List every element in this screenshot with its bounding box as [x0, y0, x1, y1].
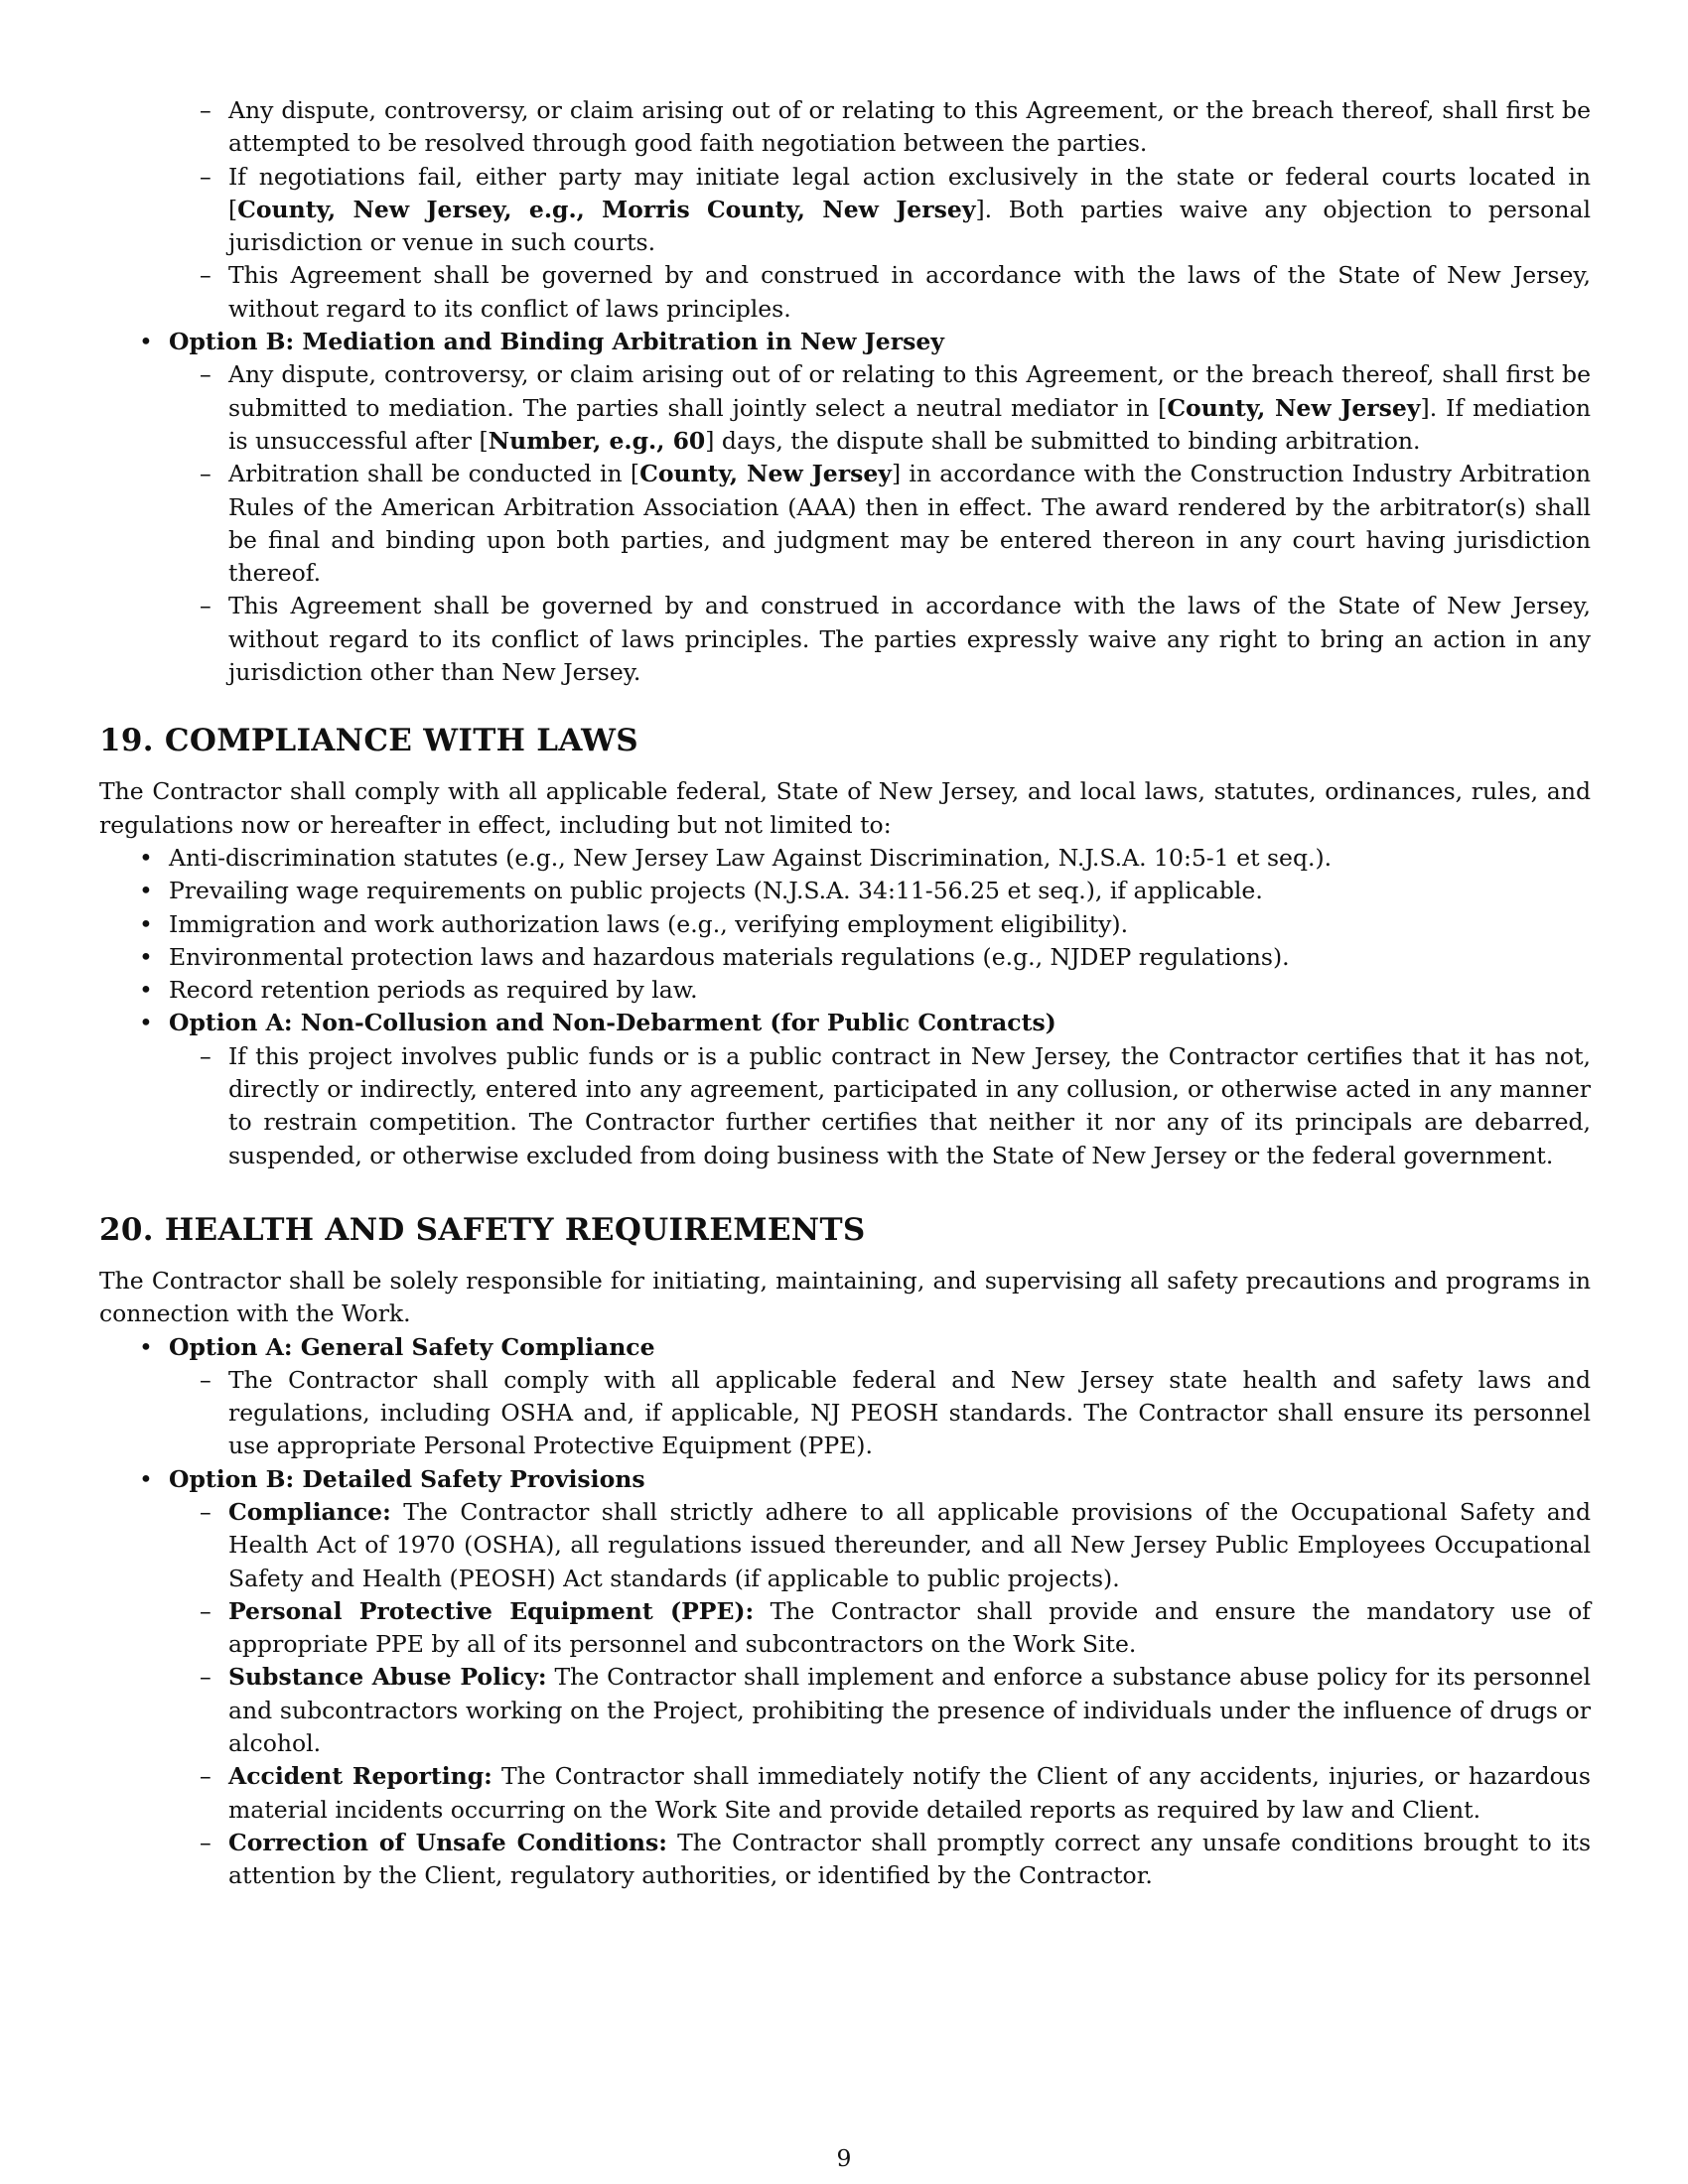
list-item: – Any dispute, controversy, or claim arising out of or relating to this Agreement, or the breach thereof, shall first be submitted to mediation. The parties shall jointly select a neutral mediator in [County, New Jersey]. If mediation is unsuccessful after [Number, e.g., 60] days, the dispute shall be submitted to binding arbitration.: [200, 360, 1591, 455]
section-20-list: [99, 1331, 1591, 1893]
document-page: [99, 94, 1591, 1893]
option-b-sublist: [169, 358, 1591, 689]
section-19-intro: The Contractor shall comply with all applicable federal, State of New Jersey, and local laws, statutes, ordinances, rules, and regulations now or hereafter in effect, including but not limited to:: [99, 777, 1591, 839]
option-a-sublist: [169, 1364, 1591, 1463]
list-item: – Any dispute, controversy, or claim arising out of or relating to this Agreement, or the breach thereof, shall first be attempted to be resolved through good faith negotiation between the parties.: [200, 96, 1591, 158]
list-item: – The Contractor shall comply with all applicable federal and New Jersey state health and safety laws and regulations, including OSHA and, if applicable, NJ PEOSH standards. The Contractor shall ensure its personnel use appropriate Personal Protective Equipment (PPE).: [200, 1365, 1591, 1460]
option-a-sublist: [169, 1040, 1591, 1172]
list-item: – Correction of Unsafe Conditions: The Contractor shall promptly correct any unsafe conditions brought to its attention by the Client, regulatory authorities, or identified by the Contractor.: [200, 1828, 1591, 1890]
term: Accident Reporting:: [228, 1762, 492, 1791]
option-label: Option B: Detailed Safety Provisions: [169, 1464, 645, 1493]
list-item: – Personal Protective Equipment (PPE): The Contractor shall provide and ensure the mandatory use of appropriate PPE by all of its personnel and subcontractors on the Work Site.: [200, 1596, 1591, 1659]
list-item: – If this project involves public funds or is a public contract in New Jersey, the Contractor certifies that it has not, directly or indirectly, entered into any agreement, participated in any collusion, or otherwise acted in any manner to restrain competition. The Contractor further certifies that neither it nor any of its principals are debarred, suspended, or otherwise excluded from doing business with the State of New Jersey or the federal government.: [200, 1041, 1591, 1169]
page-number: 9: [836, 2144, 852, 2172]
list-item: – Arbitration shall be conducted in [County, New Jersey] in accordance with the Construction Industry Arbitration Rules of the American Arbitration Association (AAA) then in effect. The award rendered by the arbitrator(s) shall be final and binding upon both parties, and judgment may be entered thereon in any court having jurisdiction thereof.: [200, 460, 1592, 588]
option-label: Option A: Non-Collusion and Non-Debarment (for Public Contracts): [169, 1009, 1056, 1037]
list-item: – This Agreement shall be governed by and construed in accordance with the laws of the State of New Jersey, without regard to its conflict of laws principles. The parties expressly waive any right to bring an action in any jurisdiction other than New Jersey.: [200, 592, 1591, 687]
list-item: – Compliance: The Contractor shall strictly adhere to all applicable provisions of the Occupational Safety and Health Act of 1970 (OSHA), all regulations issued thereunder, and all New Jersey Public Employees Occupational Safety and Health (PEOSH) Act standards (if applicable to public projects).: [200, 1497, 1591, 1592]
option-b-safety: • Option B: Detailed Safety Provisions – Compliance: The Contractor shall strictly adhere to all applicable provisions of the Occupational Safety and Health Act of 1970 (OSHA), all regulations issued thereunder, and all New Jersey Public Employees Occupational Safety and Health (PEOSH) Act standards (if applicable to public projects). – Personal Protective Equipment (PPE): The Contractor shall provide and ensure the mandatory use of appropriate PPE by all of its personnel and subcontractors on the Work Site. – Substance Abuse Policy: The Contractor shall implement and enforce a substance abuse policy for its personnel and subcontractors working on the Project, prohibiting the presence of individuals under the influence of drugs or alcohol. – Accident Reporting: The Contractor shall immediately notify the Client of any accidents, injuries, or hazardous material incidents occurring on the Work Site and provide detailed reports as required by law and Client. – Correction of Unsafe Conditions: The Contractor shall promptly correct any unsafe conditions brought to its attention by the Client, regulatory authorities, or identified by the Contractor.: [99, 1463, 1591, 1893]
term: Personal Protective Equipment (PPE):: [228, 1596, 755, 1625]
list-item: – Accident Reporting: The Contractor shall immediately notify the Client of any accidents, injuries, or hazardous material incidents occurring on the Work Site and provide detailed reports as required by law and Client.: [200, 1762, 1591, 1824]
list-item: • Immigration and work authorization laws (e.g., verifying employment eligibility).: [139, 909, 1129, 938]
section-20-intro: The Contractor shall be solely responsible for initiating, maintaining, and supervising all safety precautions and programs in connection with the Work.: [99, 1266, 1591, 1328]
list-item: • Anti-discrimination statutes (e.g., New Jersey Law Against Discrimination, N.J.S.A. 10:5-1 et seq.).: [139, 843, 1333, 872]
term: Compliance:: [228, 1497, 391, 1526]
section-heading-20: 20. HEALTH AND SAFETY REQUIREMENTS: [99, 1211, 866, 1248]
dispute-options-list: [99, 326, 1591, 689]
list-item: • Record retention periods as required by law.: [139, 976, 698, 1005]
list-item: • Prevailing wage requirements on public projects (N.J.S.A. 34:11-56.25 et seq.), if applicable.: [139, 877, 1263, 905]
option-b-sublist: [169, 1496, 1591, 1893]
option-a-compliance: • Option A: Non-Collusion and Non-Debarment (for Public Contracts) – If this project involves public funds or is a public contract in New Jersey, the Contractor certifies that it has not, directly or indirectly, entered into any agreement, participated in any collusion, or otherwise acted in any manner to restrain competition. The Contractor further certifies that neither it nor any of its principals are debarred, suspended, or otherwise excluded from doing business with the State of New Jersey or the federal government.: [99, 1007, 1591, 1171]
list-item: • Environmental protection laws and hazardous materials regulations (e.g., NJDEP regulations).: [139, 942, 1290, 971]
list-item: – Substance Abuse Policy: The Contractor shall implement and enforce a substance abuse policy for its personnel and subcontractors working on the Project, prohibiting the presence of individuals under the influence of drugs or alcohol.: [200, 1663, 1591, 1758]
option-label: Option A: General Safety Compliance: [169, 1332, 655, 1361]
option-label: Option B: Mediation and Binding Arbitration in New Jersey: [169, 328, 944, 356]
term: Correction of Unsafe Conditions:: [228, 1828, 667, 1856]
section-19-list: [99, 842, 1591, 1172]
list-item: – If negotiations fail, either party may initiate legal action exclusively in the state or federal courts located in [County, New Jersey, e.g., Morris County, New Jersey]. Both parties waive any objection to personal jurisdiction or venue in such courts.: [200, 162, 1591, 257]
dispute-option-a-continued-list: [99, 94, 1591, 326]
term: Substance Abuse Policy:: [228, 1663, 547, 1692]
list-item: – This Agreement shall be governed by and construed in accordance with the laws of the State of New Jersey, without regard to its conflict of laws principles.: [200, 261, 1591, 323]
option-b-dispute: • Option B: Mediation and Binding Arbitration in New Jersey – Any dispute, controversy, or claim arising out of or relating to this Agreement, or the breach thereof, shall first be submitted to mediation. The parties shall jointly select a neutral mediator in [County, New Jersey]. If mediation is unsuccessful after [Number, e.g., 60] days, the dispute shall be submitted to binding arbitration. – Arbitration shall be conducted in [County, New Jersey] in accordance with the Construction Industry Arbitration Rules of the American Arbitration Association (AAA) then in effect. The award rendered by the arbitrator(s) shall be final and binding upon both parties, and judgment may be entered thereon in any court having jurisdiction thereof. – This Agreement shall be governed by and construed in accordance with the laws of the State of New Jersey, without regard to its conflict of laws principles. The parties expressly waive any right to bring an action in any jurisdiction other than New Jersey.: [99, 326, 1591, 689]
option-a-safety: • Option A: General Safety Compliance – The Contractor shall comply with all applicable federal and New Jersey state health and safety laws and regulations, including OSHA and, if applicable, NJ PEOSH standards. The Contractor shall ensure its personnel use appropriate Personal Protective Equipment (PPE).: [99, 1331, 1591, 1463]
section-heading-19: 19. COMPLIANCE WITH LAWS: [99, 723, 638, 759]
